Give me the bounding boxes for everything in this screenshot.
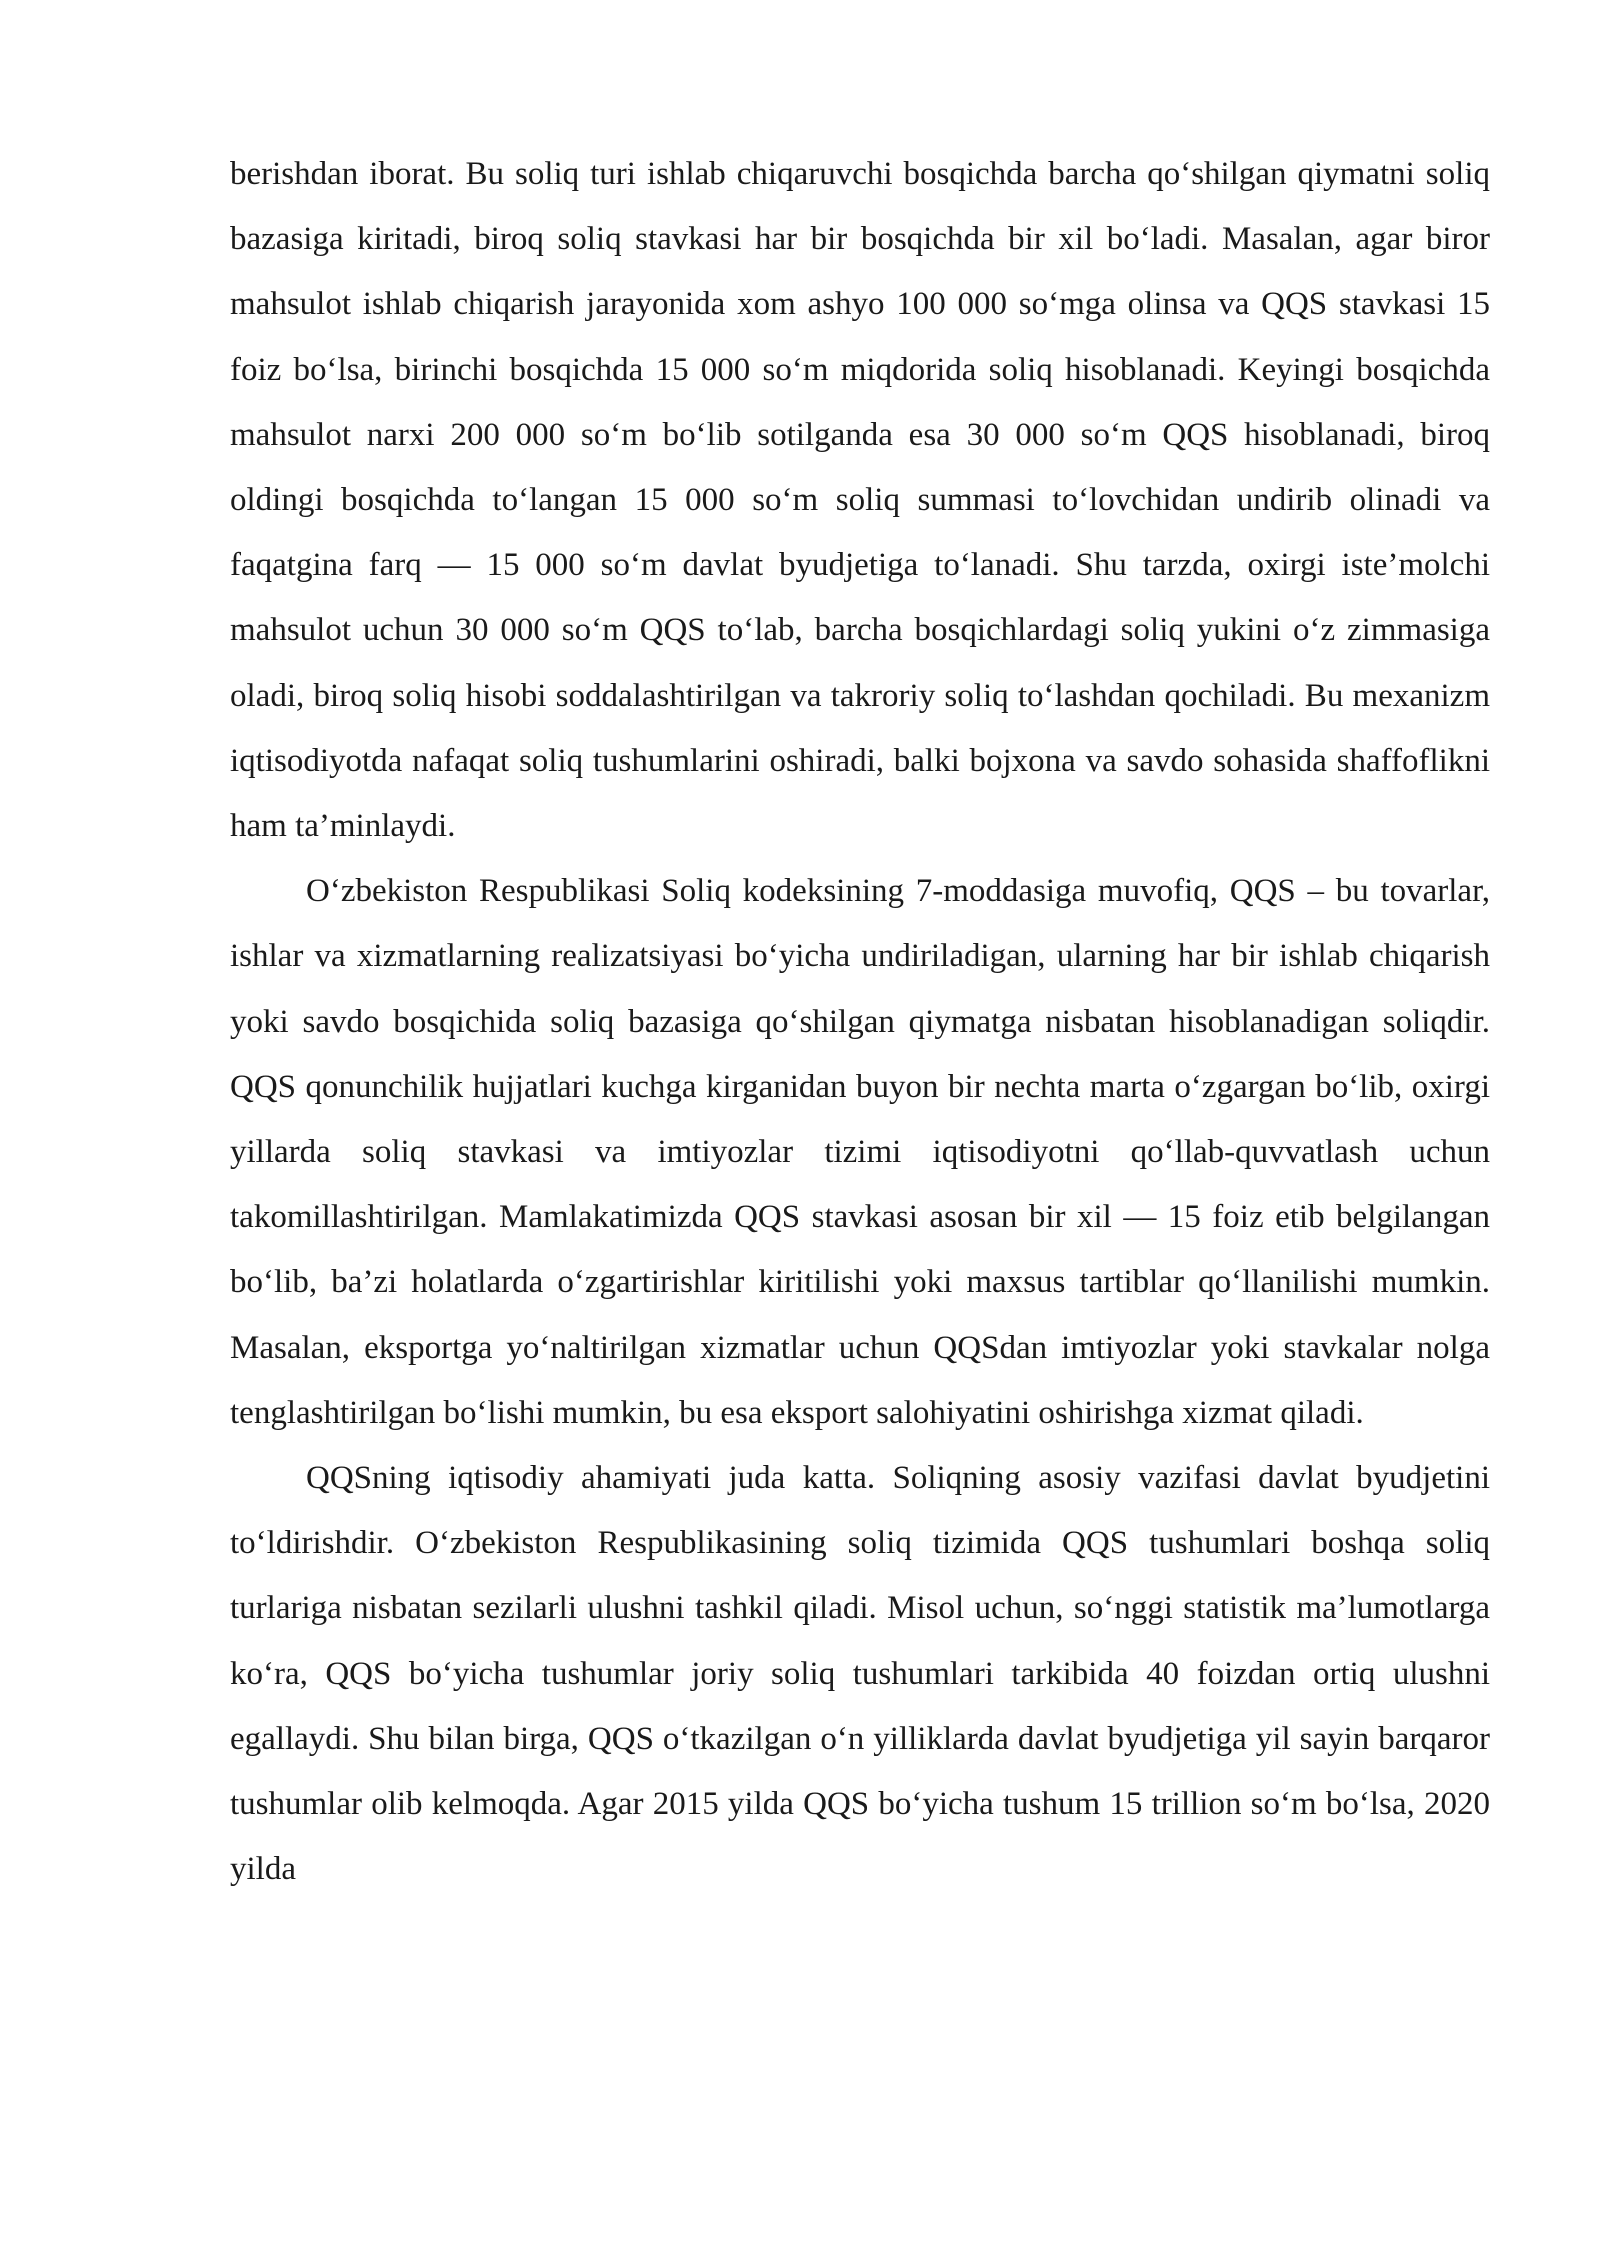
paragraph-continuation: berishdan iborat. Bu soliq turi ishlab chiqaruvchi bosqichda barcha qo‘shilgan qiymatni soliq bazasiga kiritadi, biroq soliq stavkasi har bir bosqichda bir xil bo‘ladi. Masalan, agar biror mahsulot ishlab chiqarish jarayonida xom ashyo 100 000 so‘mga olinsa va QQS stavkasi 15 foiz bo‘lsa, birinchi bosqichda 15 000 so‘m miqdorida soliq hisoblanadi. Keyingi bosqichda mahsulot narxi 200 000 so‘m bo‘lib sotilganda esa 30 000 so‘m QQS hisoblanadi, biroq oldingi bosqichda to‘langan 15 000 so‘m soliq summasi to‘lovchidan undirib olinadi va faqatgina farq — 15 000 so‘m davlat byudjetiga to‘lanadi. Shu tarzda, oxirgi iste’molchi mahsulot uchun 30 000 so‘m QQS to‘lab, barcha bosqichlardagi soliq yukini o‘z zimmasiga oladi, biroq soliq hisobi soddalashtirilgan va takroriy soliq to‘lashdan qochiladi. Bu mexanizm iqtisodiyotda nafaqat soliq tushumlarini oshiradi, balki bojxona va savdo sohasida shaffoflikni ham ta’minlaydi. [230, 156, 1490, 845]
paragraph-economic-significance: QQSning iqtisodiy ahamiyati juda katta. Soliqning asosiy vazifasi davlat byudjetini to‘ldirishdir. O‘zbekiston Respublikasining soliq tizimida QQS tushumlari boshqa soliq turlariga nisbatan sezilarli ulushni tashkil qiladi. Misol uchun, so‘nggi statistik ma’lumotlarga ko‘ra, QQS bo‘yicha tushumlar joriy soliq tushumlari tarkibida 40 foizdan ortiq ulushni egallaydi. Shu bilan birga, QQS o‘tkazilgan o‘n yilliklarda davlat byudjetiga yil sayin barqaror tushumlar olib kelmoqda. Agar 2015 yilda QQS bo‘yicha tushum 15 trillion so‘m bo‘lsa, 2020 yilda [230, 1460, 1490, 1888]
body-text [230, 142, 1490, 1902]
paragraph-tax-code-definition: O‘zbekiston Respublikasi Soliq kodeksining 7-moddasiga muvofiq, QQS – bu tovarlar, ishlar va xizmatlarning realizatsiyasi bo‘yicha undiriladigan, ularning har bir ishlab chiqarish yoki savdo bosqichida soliq bazasiga qo‘shilgan qiymatga nisbatan hisoblanadigan soliqdir. QQS qonunchilik hujjatlari kuchga kirganidan buyon bir nechta marta o‘zgargan bo‘lib, oxirgi yillarda soliq stavkasi va imtiyozlar tizimi iqtisodiyotni qo‘llab-quvvatlash uchun takomillashtirilgan. Mamlakatimizda QQS stavkasi asosan bir xil — 15 foiz etib belgilangan bo‘lib, ba’zi holatlarda o‘zgartirishlar kiritilishi yoki maxsus tartiblar qo‘llanilishi mumkin. Masalan, eksportga yo‘naltirilgan xizmatlar uchun QQSdan imtiyozlar yoki stavkalar nolga tenglashtirilgan bo‘lishi mumkin, bu esa eksport salohiyatini oshirishga xizmat qiladi. [230, 873, 1490, 1431]
